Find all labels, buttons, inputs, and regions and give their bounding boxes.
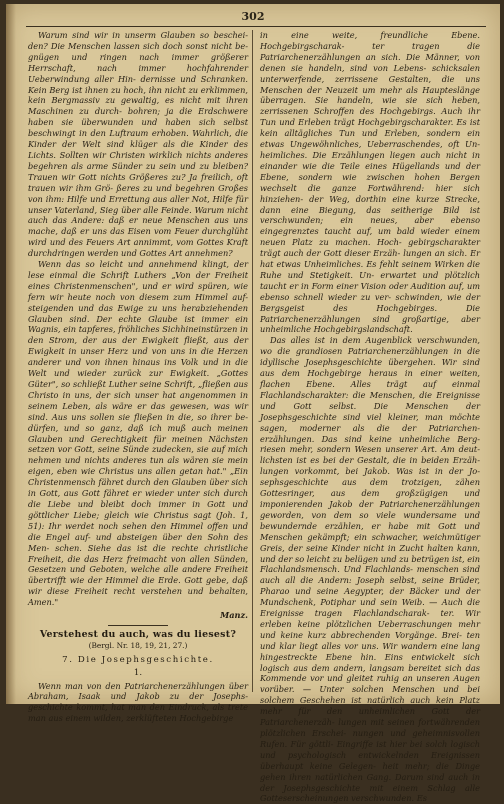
left-column — [28, 30, 248, 724]
paragraph: Wenn das so leicht und annehmend klingt, der lese einmal die Schrift Luthers „Von der Freiheit eines Christenmenschen", und er wird spüren, wie fern wir heute noch von diesem zum Himmel auf- steigenden und das Ewige zu uns herabziehenden Glauben sind. Der echte Glaube ist immer ein Wagnis, ein tapferes, fröhliches Sichhineinstürzen in den Strom, der aus der Ewigkeit fließt, aus der Ewigkeit in unser Herz und von uns in die Herzen anderer und von ihnen hinaus ins Volk und in die Welt und wieder zurück zur Ewigkeit. „Gottes Güter", so schließt Luther seine Schrift, „fließen aus Christo in uns, der sich unser hat angenommen in seinem Leben, als wäre er das gewesen, was wir sind. Aus uns sollen sie fließen in die, so ihrer be- dürfen, und so ganz, daß ich muß auch meinen Glauben und Gerechtigkeit für meinen Nächsten setzen vor Gott, seine Sünde zudecken, sie auf mich nehmen und nichts anderes tun als wären sie mein eigen, eben wie Christus uns allen getan hat." „Ein Christenmensch fähret durch den Glauben über sich in Gott, aus Gott fähret er wieder unter sich durch die Liebe und bleibt doch immer in Gott und göttlicher Liebe; gleich wie Christus sagt (Joh. 1, 51): Ihr werdet noch sehen den Himmel offen und die Engel auf- und absteigen über den Sohn des Men- schen. Siehe das ist die rechte christliche Freiheit, die das Herz freimacht von allen Sünden, Gesetzen und Geboten, welche alle andere Freiheit übertrifft wie der Himmel die Erde. Gott gebe, daß wir diese Freiheit recht verstehen und behalten, Amen." — [28, 259, 248, 608]
page-number: 302 — [241, 10, 265, 23]
paragraph: Warum sind wir in unserm Glauben so beschei- den? Die Menschen lassen sich doch sonst nicht be- gnügen und ringen nach immer größerer Herrschaft, nach immer hochfahrender Ueberwindung aller Hin- dernisse und Schranken. Kein Berg ist ihnen zu hoch, ihn nicht zu erklimmen, kein Bergmassiv zu gewaltig, es nicht mit ihren Maschinen zu durch- bohren; ja die Erdschwere haben sie überwunden und haben sich selbst beschwingt in den Luftraum erhoben. Wahrlich, die Kinder der Welt sind klüger als die Kinder des Lichts. Sollten wir Christen wirklich nichts anderes begehren als arme Sünder zu sein und zu bleiben? Trauen wir Gott nichts Größeres zu? Ja freilich, oft trauen wir ihm Grö- ßeres zu und begehren Großes von ihm: Hilfe und Errettung aus aller Not, Hilfe für unser Vaterland, Sieg über alle Feinde. Warum nicht auch das Andere: daß er neue Menschen aus uns mache, daß er uns das Eisen vom Feuer durchglüht wird und des Feuers Art annimmt, vom Gottes Kraft durchdringen werden und Gottes Art annehmen? — [28, 30, 248, 259]
column-divider — [252, 30, 253, 692]
header-rule — [26, 26, 486, 27]
paragraph: Das alles ist in dem Augenblick verschwunden, wo die grandiosen Patriarchenerzählungen in die idyllische Josephsgeschichte übergehen. Wir sind aus dem Hochgebirge heraus in einer weiten, flachen Ebene. Alles trägt auf einmal Flachlandscharakter: die Menschen, die Ereignisse und Gott selbst. Die Menschen der Josephsgeschichte sind viel kleiner, man möchte sagen, moderner als die der Patriarchen- erzählungen. Das sind keine unheimliche Berg- riesen mehr, sondern Wesen unserer Art. Am deut- lichsten ist es bei der Gestalt, die in beiden Erzäh- lungen vorkommt, bei Jakob. Was ist in der Jo- sephsgeschichte aus dem trotzigen, zähen Gottesringer, aus dem großzügigen und imponierenden Jakob der Patriarchenerzählungen geworden, von dem so viele wundersame und bewundernde erzählen, er habe mit Gott und Menschen gekämpft; ein schwacher, weichmütiger Greis, der seine Kinder nicht in Zucht halten kann, und der so leicht zu belügen und zu betrügen ist, ein Flachlandsmensch. Und Flachlands- menschen sind auch all die Andern: Joseph selbst, seine Brüder, Pharao und seine Aegypter, der Bäcker und der Mundschenk, Potiphar und sein Weib. — Auch die Ereignisse tragen Flachlandscharak- ter. Wir erleben keine plötzlichen Ueberraschungen mehr und keine kurz abbrechenden Vorgänge. Brei- ten und klar liegt alles vor uns. Wir wandern eine lang hingestreckte Ebene hin. Eins entwickelt sich logisch aus dem andern, langsam bereitet sich das Kommende vor und gleitet ruhig an unseren Augen vorüber. — Unter solchen Menschen und bei solchem Geschehen ist natürlich auch kein Platz mehr für den unheimlichen Gott der Patriarchenerzäh- lungen mit seinen fortwährenden plötzlichen Erschei- nungen und geheimnisvollen Rufen. Für göttli- Eingriffe ist hier bei solch logisch und psychologisch entwickelnden Ereignissen überhaupt keine Gelegen- heit mehr; die Dinge gehen ihren natürlichen Gang. Darum sind auch in der Josephsgeschichte mit einem Schlag alle Gotteserscheinungen verschwunden. Es — [260, 335, 480, 804]
section-number: 1. — [133, 667, 143, 678]
article-heading: Verstehest du auch, was du liesest? — [39, 628, 237, 640]
book-page — [6, 4, 500, 804]
section-title: 7. Die Josephsgeschichte. — [62, 654, 214, 665]
article-reference: (Bergl. Nr. 18, 19, 21, 27.) — [88, 640, 188, 650]
right-column — [260, 30, 480, 804]
author-signature: Manz. — [220, 610, 248, 621]
section-divider — [108, 625, 168, 626]
paragraph: Wenn man von den Patriarchenerzählungen über Abraham, Isaak und Jakob zu der Josephs- geschichte kommt, hat man den Eindruck, als trete man aus einem wilden, zerklüfteten Hochgebirge — [28, 680, 248, 724]
paragraph: in eine weite, freundliche Ebene. Hochgebirgscharak- ter tragen die Patriarchenerzählungen an sich. Die Männer, von denen sie handeln, sind von Lebens- schicksalen unterwerfende, zerrissene Gestalten, die uns Menschen der Neuzeit um mehr als Haupteslänge überragen. Sie handeln, wie sie sich heben, zerrissenen Schroffen des Hochgebirgs. Auch ihr Tun und Erleben trägt Hochgebirgscharakter. Es ist kein alltägliches Tun und Erleben, sondern ein etwas Ungewöhnliches, Ueberraschendes, oft Un- heimliches. Die Erzählungen liegen auch nicht in einander wie die Teile eines Hügellands und der Ebene, sondern wie zwischen hohen Bergen wechselt die ganze Fortwährend: hier sich hinziehen- der Weg, dorthin eine kurze Strecke, dann eine Biegung, das seitherige Bild ist verschwunden; ein neues, aber ebenso eingegrenztes taucht auf, um bald wieder einem neuen Platz zu machen. Hoch- gebirgscharakter trägt auch der Gott dieser Erzäh- lungen an sich. Er hat etwas Unheimliches. Es fehlt seinem Wirken die Ruhe und Stetigkeit. Un- erwartet und plötzlich taucht er in Form einer Vision oder Audition auf, um ebenso schnell wieder zu ver- schwinden, wie der Bergsgeist des Hochgebirges. Die Patriarchenerzählungen sind großartige, aber unheimliche Hochgebirgslandschaft. — [260, 30, 480, 335]
page-gutter-shadow — [6, 4, 16, 704]
